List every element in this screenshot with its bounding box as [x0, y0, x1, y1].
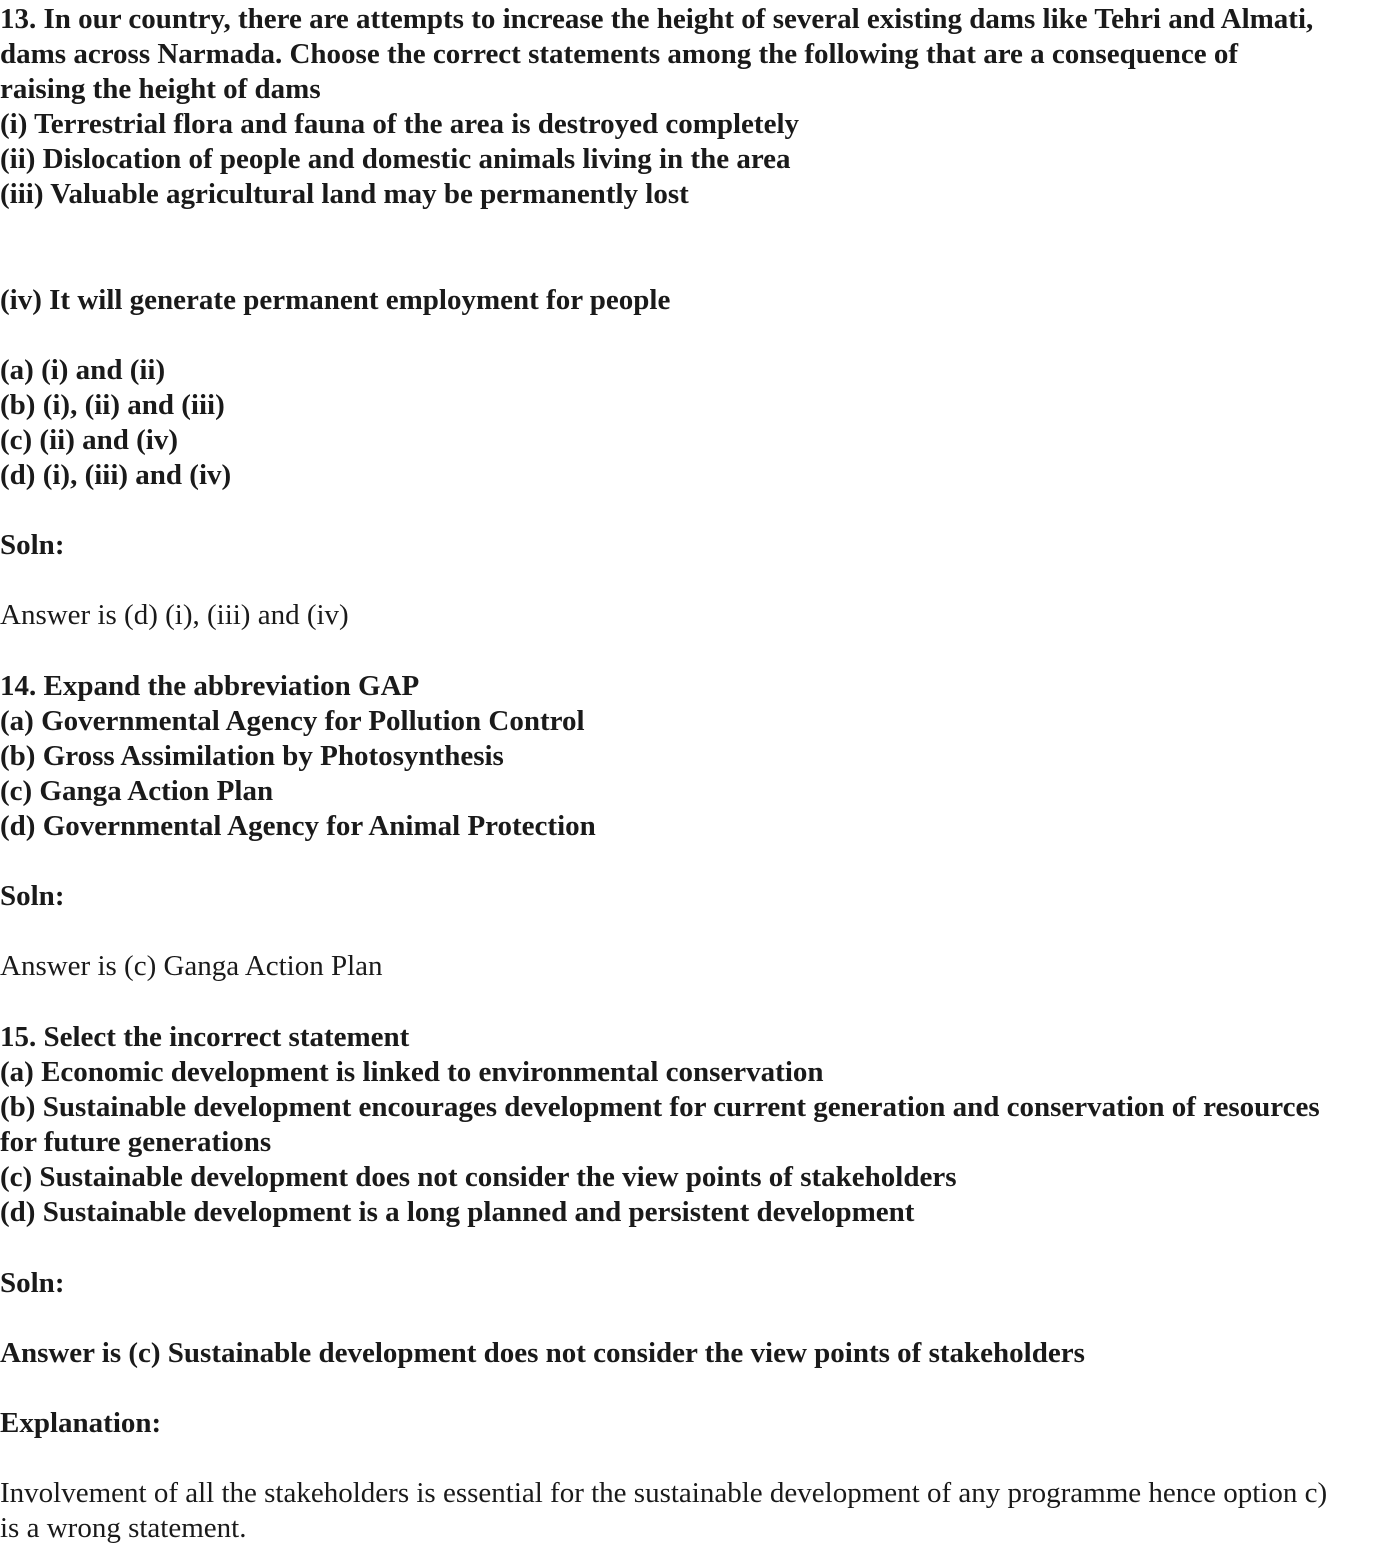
question-13-stem-line-1: 13. In our country, there are attempts to increase the height of several existing dams like Tehri and Almati, — [0, 3, 1314, 35]
question-15-answer: Answer is (c) Sustainable development does not consider the view points of stakeholders — [0, 1337, 1085, 1369]
question-14-option-d: (d) Governmental Agency for Animal Protection — [0, 810, 596, 842]
question-15-option-c: (c) Sustainable development does not consider the view points of stakeholders — [0, 1161, 957, 1193]
question-13-statement-i: (i) Terrestrial flora and fauna of the area is destroyed completely — [0, 108, 800, 140]
question-13-soln-label: Soln: — [0, 529, 65, 561]
question-15-stem: 15. Select the incorrect statement — [0, 1021, 410, 1053]
question-13-statement-iii: (iii) Valuable agricultural land may be permanently lost — [0, 178, 689, 210]
question-14-stem: 14. Expand the abbreviation GAP — [0, 670, 420, 702]
question-14-option-b: (b) Gross Assimilation by Photosynthesis — [0, 740, 504, 772]
question-13-answer: Answer is (d) (i), (iii) and (iv) — [0, 599, 349, 631]
question-13-option-b: (b) (i), (ii) and (iii) — [0, 389, 225, 421]
question-13-stem-line-3: raising the height of dams — [0, 73, 321, 105]
question-15-explanation-line-2: is a wrong statement. — [0, 1512, 247, 1544]
question-15-option-d: (d) Sustainable development is a long planned and persistent development — [0, 1196, 915, 1228]
question-13-option-d: (d) (i), (iii) and (iv) — [0, 459, 232, 491]
question-13-statement-ii: (ii) Dislocation of people and domestic animals living in the area — [0, 143, 791, 175]
question-15-option-b-line-2: for future generations — [0, 1126, 272, 1158]
question-14-option-a: (a) Governmental Agency for Pollution Control — [0, 705, 585, 737]
question-13-statement-iv: (iv) It will generate permanent employment for people — [0, 284, 671, 316]
question-14-option-c: (c) Ganga Action Plan — [0, 775, 274, 807]
question-15-explanation-line-1: Involvement of all the stakeholders is essential for the sustainable development of any programme hence option c) — [0, 1477, 1328, 1509]
question-15-option-b-line-1: (b) Sustainable development encourages development for current generation and conservation of resources — [0, 1091, 1320, 1123]
question-15-option-a: (a) Economic development is linked to environmental conservation — [0, 1056, 824, 1088]
question-14-soln-label: Soln: — [0, 880, 65, 912]
question-13-stem-line-2: dams across Narmada. Choose the correct statements among the following that are a consequence of — [0, 38, 1238, 70]
question-13-option-a: (a) (i) and (ii) — [0, 354, 166, 386]
question-15-soln-label: Soln: — [0, 1267, 65, 1299]
question-15-explanation-label: Explanation: — [0, 1407, 162, 1439]
question-14-answer: Answer is (c) Ganga Action Plan — [0, 950, 383, 982]
question-13-option-c: (c) (ii) and (iv) — [0, 424, 178, 456]
